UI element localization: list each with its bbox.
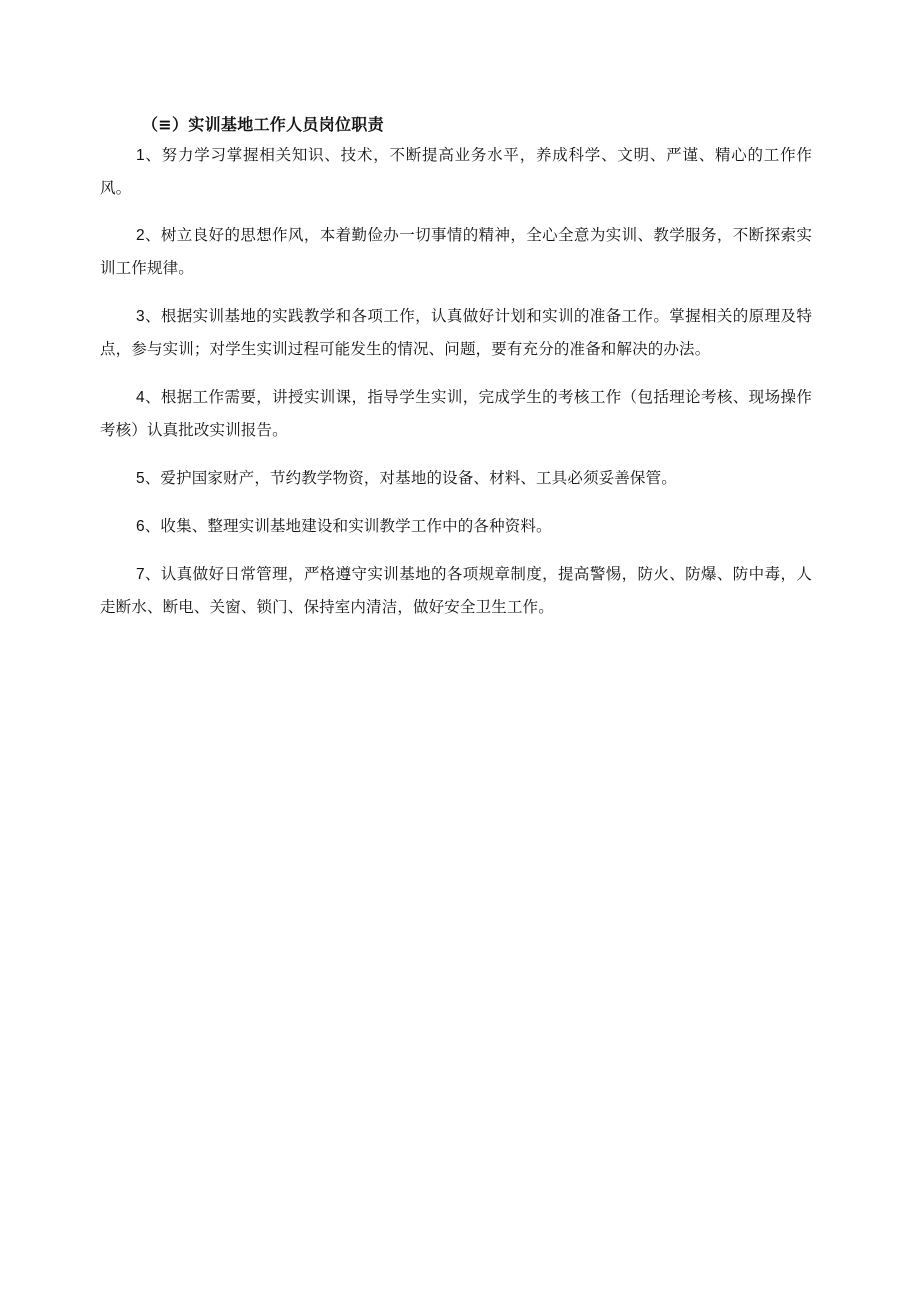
item-text: 、收集、整理实训基地建设和实训教学工作中的各种资料。 <box>144 517 552 535</box>
duty-item-5 <box>100 462 812 495</box>
duty-item-6 <box>100 510 812 543</box>
duty-item-7 <box>100 558 812 624</box>
item-text: 、根据实训基地的实践教学和各项工作，认真做好计划和实训的准备工作。掌握相关的原理及特点，参与实训；对学生实训过程可能发生的情况、问题，要有充分的准备和解决的办法。 <box>100 307 812 358</box>
item-number: 5 <box>136 470 145 487</box>
item-text: 、认真做好日常管理，严格遵守实训基地的各项规章制度，提高警惕，防火、防爆、防中毒，人走断水、断电、关窗、锁门、保持室内清洁，做好安全卫生工作。 <box>100 565 812 616</box>
item-text: 、爱护国家财产，节约教学物资，对基地的设备、材料、工具必须妥善保管。 <box>144 469 677 487</box>
item-text: 、树立良好的思想作风，本着勤俭办一切事情的精神，全心全意为实训、教学服务，不断探索实训工作规律。 <box>100 226 812 277</box>
item-number: 6 <box>136 518 145 535</box>
duty-item-1 <box>100 139 812 204</box>
duty-item-4 <box>100 381 812 447</box>
document-body <box>100 111 812 639</box>
duty-item-3 <box>100 300 812 366</box>
item-number: 7 <box>136 566 145 583</box>
duty-item-2 <box>100 219 812 285</box>
section-title: （≡）实训基地工作人员岗位职责 <box>142 115 384 134</box>
item-number: 2 <box>136 227 145 244</box>
item-text: 、努力学习掌握相关知识、技术，不断提高业务水平，养成科学、文明、严谨、精心的工作作风。 <box>100 146 812 197</box>
item-number: 1 <box>136 147 145 164</box>
item-number: 4 <box>136 389 145 406</box>
item-number: 3 <box>136 308 145 325</box>
item-text: 、根据工作需要，讲授实训课，指导学生实训，完成学生的考核工作（包括理论考核、现场操作考核）认真批改实训报告。 <box>100 388 812 439</box>
